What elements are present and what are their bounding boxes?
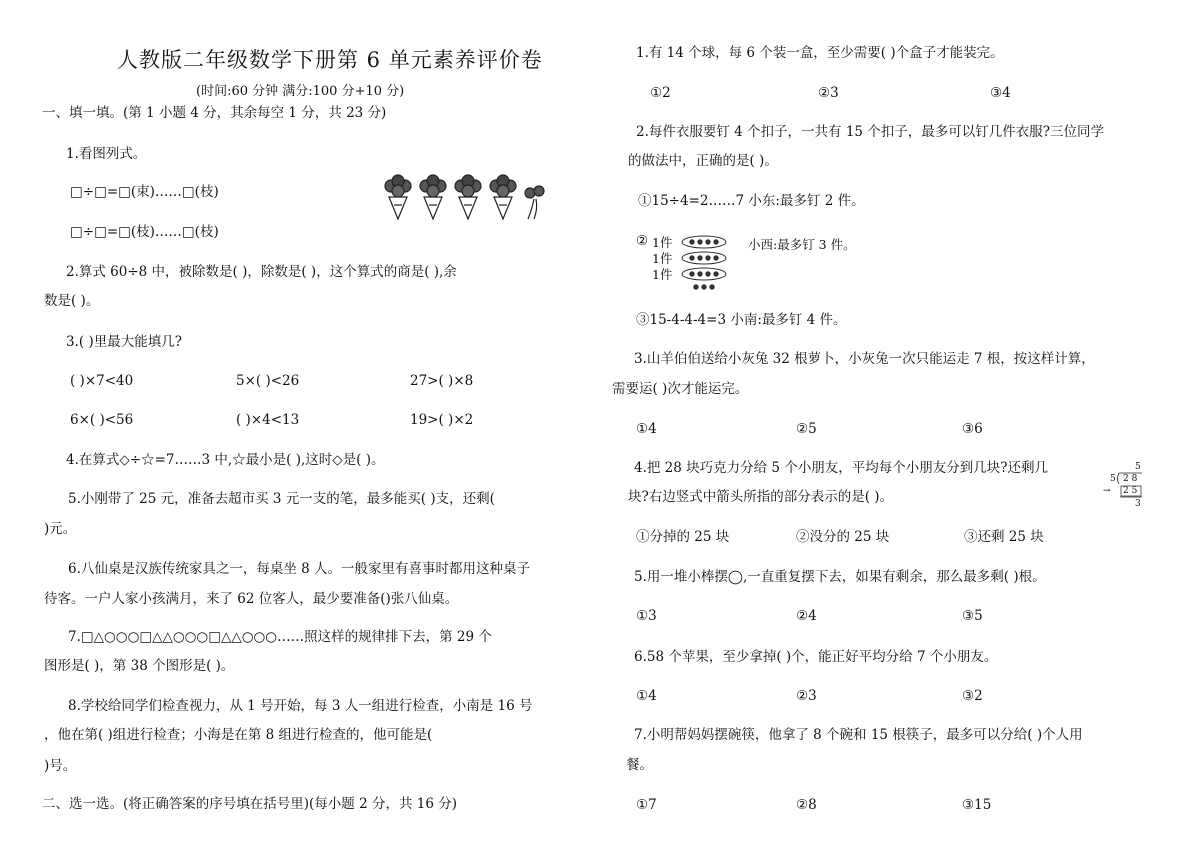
- q2-line-2: 数是( )。: [44, 293, 100, 309]
- division-dividend: 2 8: [1123, 474, 1138, 484]
- s2-q4-line-2: 块?右边竖式中箭头所指的部分表示的是( )。: [628, 489, 894, 505]
- division-divisor: 5: [1110, 474, 1116, 484]
- long-division: [1103, 462, 1146, 514]
- q8-line-1: 8.学校给同学们检查视力，从 1 号开始，每 3 人一组进行检查，小南是 16 号: [68, 698, 533, 714]
- s2-q5-option: ②4: [796, 608, 817, 624]
- q8-line-2: ，他在第( )组进行检查；小海是在第 8 组进行检查的，他可能是(: [44, 727, 433, 743]
- s2-q1-option: ②3: [818, 85, 839, 101]
- q8-line-3: )号。: [44, 758, 77, 774]
- s2-q3-option: ②5: [796, 421, 817, 437]
- s2-q6-option: ①4: [636, 688, 657, 704]
- s2-q7-line-1: 7.小明帮妈妈摆碗筷，他拿了 8 个碗和 15 根筷子，最多可以分给( )个人用: [634, 727, 1083, 743]
- section-2-heading: 二、选一选。(将正确答案的序号填在括号里)(每小题 2 分，共 16 分): [42, 796, 457, 812]
- s2-q2-line-2: 的做法中，正确的是( )。: [628, 153, 778, 169]
- s2-q5-text: 5.用一堆小棒摆◯,一直重复摆下去，如果有剩余，那么最多剩( )根。: [634, 569, 1046, 585]
- s2-q5-option: ①3: [636, 608, 657, 624]
- s2-q2-option-3: ③15-4-4-4=3 小南:最多钉 4 件。: [636, 312, 847, 328]
- q7-line-1: 7.□△○○○□△△○○○□△△○○○……照这样的规律排下去，第 29 个: [68, 629, 492, 645]
- s2-q2-label: 1件: [652, 251, 673, 266]
- s2-q7-line-2: 餐。: [626, 757, 653, 773]
- s2-q6-option: ②3: [796, 688, 817, 704]
- s2-q3-line-2: 需要运( )次才能运完。: [612, 381, 749, 397]
- q3-item: 19>( )×2: [410, 412, 474, 428]
- s2-q3-option: ③6: [962, 421, 983, 437]
- q2-line-1: 2.算式 60÷8 中，被除数是( )，除数是( )，这个算式的商是( ),余: [66, 264, 457, 280]
- s2-q3-option: ①4: [636, 421, 657, 437]
- s2-q3-line-1: 3.山羊伯伯送给小灰兔 32 根萝卜，小灰兔一次只能运走 7 根，按这样计算，: [634, 351, 1095, 367]
- s2-q4-line-1: 4.把 28 块巧克力分给 5 个小朋友，平均每个小朋友分到几块?还剩几: [634, 460, 1049, 476]
- section-1-heading: 一、填一填。(第 1 小题 4 分，其余每空 1 分，共 23 分): [42, 105, 387, 121]
- s2-q5-option: ③5: [962, 608, 983, 624]
- button-groups-icon: [680, 234, 740, 294]
- division-quotient: 5: [1135, 462, 1141, 472]
- page-title: 人教版二年级数学下册第 6 单元素养评价卷: [117, 48, 543, 72]
- q3-item: 6×( )<56: [70, 412, 134, 428]
- s2-q7-option: ③15: [962, 797, 992, 813]
- s2-q1-option: ③4: [990, 85, 1011, 101]
- s2-q4-option: ②没分的 25 块: [796, 529, 890, 545]
- q5-line-1: 5.小刚带了 25 元，准备去超市买 3 元一支的笔，最多能买( )支，还剩(: [68, 491, 495, 507]
- q6-line-2: 待客。一户人家小孩满月，来了 62 位客人，最少要准备()张八仙桌。: [44, 591, 459, 607]
- q7-line-2: 图形是( )，第 38 个图形是( )。: [44, 658, 235, 674]
- q1-formula-1: □÷□=□(束)……□(枝): [70, 184, 219, 200]
- q3-item: ( )×7<40: [70, 373, 134, 389]
- q1-label: 1.看图列式。: [66, 146, 147, 162]
- s2-q7-option: ①7: [636, 797, 657, 813]
- s2-q7-option: ②8: [796, 797, 817, 813]
- page-subtitle: (时间:60 分钟 满分:100 分+10 分): [196, 84, 405, 99]
- flower-bouquets-icon: [380, 177, 550, 225]
- q1-formula-2: □÷□=□(枝)……□(枝): [70, 224, 219, 240]
- s2-q2-option-1: ①15÷4=2……7 小东:最多钉 2 件。: [638, 193, 865, 209]
- q5-line-2: )元。: [44, 521, 77, 537]
- s2-q2-label: 1件: [652, 235, 673, 250]
- q3-label: 3.( )里最大能填几?: [66, 334, 182, 350]
- q3-item: ( )×4<13: [236, 412, 300, 428]
- s2-q2-label: 1件: [652, 267, 673, 282]
- s2-q6-option: ③2: [962, 688, 983, 704]
- s2-q2-option-2-marker: ②: [636, 233, 649, 249]
- division-remainder: 3: [1135, 499, 1141, 509]
- s2-q1-option: ①2: [650, 85, 671, 101]
- arrow-right-icon: →: [1103, 486, 1111, 496]
- s2-q1-text: 1.有 14 个球，每 6 个装一盒，至少需要( )个盒子才能装完。: [636, 45, 1004, 61]
- division-product: 2 5: [1123, 486, 1138, 496]
- s2-q4-option: ③还剩 25 块: [964, 529, 1044, 545]
- q3-item: 27>( )×8: [410, 373, 474, 389]
- q6-line-1: 6.八仙桌是汉族传统家具之一，每桌坐 8 人。一般家里有喜事时都用这种桌子: [68, 561, 531, 577]
- s2-q2-option-2-text: 小西:最多钉 3 件。: [748, 237, 856, 252]
- q4-text: 4.在算式◇÷☆=7……3 中,☆最小是( ),这时◇是( )。: [66, 452, 385, 468]
- q3-item: 5×( )<26: [236, 373, 300, 389]
- s2-q6-text: 6.58 个苹果，至少拿掉( )个，能正好平均分给 7 个小朋友。: [634, 649, 998, 665]
- s2-q4-option: ①分掉的 25 块: [636, 529, 730, 545]
- s2-q2-line-1: 2.每件衣服要钉 4 个扣子，一共有 15 个扣子，最多可以钉几件衣服?三位同学: [636, 124, 1105, 140]
